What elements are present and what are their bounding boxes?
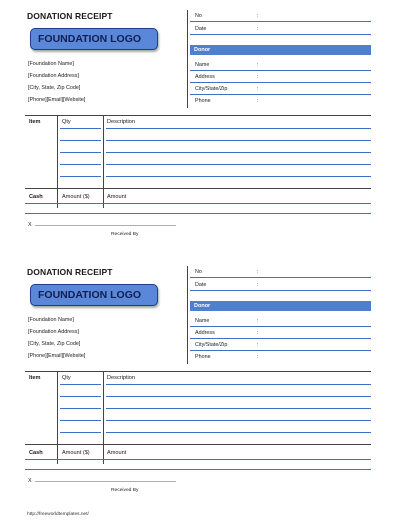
column-divider — [57, 444, 58, 464]
amount-dollar-header: Amount ($) — [62, 194, 90, 200]
signature-prefix: X — [28, 222, 32, 228]
signature-line[interactable]: _______________________________________________ — [35, 477, 176, 483]
qty-rule — [60, 164, 101, 165]
description-header: Description — [107, 375, 135, 381]
rule — [190, 338, 371, 339]
receipt-title: DONATION RECEIPT — [27, 267, 113, 277]
donor-phone-label: Phone — [195, 98, 211, 104]
rule — [190, 326, 371, 327]
qty-rule — [60, 432, 101, 433]
donor-name-field[interactable]: : — [257, 318, 259, 324]
rule — [190, 34, 371, 35]
qty-rule — [60, 384, 101, 385]
divider — [187, 266, 188, 364]
amount-header: Amount — [107, 194, 127, 200]
date-field[interactable]: : — [257, 26, 259, 32]
foundation-address: [Foundation Address] — [28, 73, 79, 79]
column-divider — [57, 115, 58, 189]
item-header: Item — [29, 119, 41, 125]
donor-heading: Donor — [190, 45, 371, 55]
donor-name-label: Name — [195, 62, 210, 68]
payment-rule — [25, 459, 371, 460]
cash-header: Cash — [29, 194, 43, 200]
description-rule — [106, 176, 371, 177]
qty-rule — [60, 176, 101, 177]
qty-rule — [60, 152, 101, 153]
description-rule — [106, 384, 371, 385]
description-rule — [106, 140, 371, 141]
receipt-number-field[interactable]: : — [257, 13, 259, 19]
column-divider — [103, 444, 104, 464]
rule — [190, 21, 371, 22]
column-divider — [57, 371, 58, 445]
description-rule — [106, 420, 371, 421]
divider — [187, 10, 188, 108]
foundation-contact: [Phone][Email][Website] — [28, 353, 86, 359]
description-rule — [106, 432, 371, 433]
donor-address-field[interactable]: : — [257, 330, 259, 336]
description-rule — [106, 164, 371, 165]
rule — [190, 350, 371, 351]
signature-line[interactable]: _______________________________________________ — [35, 221, 176, 227]
description-rule — [106, 128, 371, 129]
donor-phone-field[interactable]: : — [257, 98, 259, 104]
description-rule — [106, 396, 371, 397]
table-bottom-rule — [25, 188, 371, 189]
table-top-rule — [25, 115, 371, 116]
date-label: Date — [195, 282, 207, 288]
foundation-city-state-zip: [City, State, Zip Code] — [28, 341, 81, 347]
footer-url[interactable]: http://freeworldtemplates.net/ — [27, 512, 89, 517]
signature-prefix: X — [28, 478, 32, 484]
donor-name-label: Name — [195, 318, 210, 324]
foundation-address: [Foundation Address] — [28, 329, 79, 335]
cash-header: Cash — [29, 450, 43, 456]
receipt-number-label: No — [195, 269, 202, 275]
qty-rule — [60, 408, 101, 409]
qty-header: Qty — [62, 119, 71, 125]
column-divider — [103, 371, 104, 445]
date-label: Date — [195, 26, 207, 32]
donor-city-label: City/State/Zip — [195, 86, 228, 92]
foundation-logo: FOUNDATION LOGO — [30, 28, 158, 50]
payment-rule — [25, 469, 371, 470]
donation-receipt — [25, 264, 371, 492]
foundation-contact: [Phone][Email][Website] — [28, 97, 86, 103]
table-bottom-rule — [25, 444, 371, 445]
description-rule — [106, 152, 371, 153]
donor-city-field[interactable]: : — [257, 342, 259, 348]
rule — [190, 70, 371, 71]
payment-rule — [25, 203, 371, 204]
donor-phone-label: Phone — [195, 354, 211, 360]
foundation-name: [Foundation Name] — [28, 61, 74, 67]
payment-rule — [25, 213, 371, 214]
foundation-logo: FOUNDATION LOGO — [30, 284, 158, 306]
rule — [190, 94, 371, 95]
qty-header: Qty — [62, 375, 71, 381]
qty-rule — [60, 420, 101, 421]
column-divider — [103, 188, 104, 208]
donor-address-label: Address — [195, 74, 215, 80]
description-header: Description — [107, 119, 135, 125]
donor-city-label: City/State/Zip — [195, 342, 228, 348]
qty-rule — [60, 140, 101, 141]
table-top-rule — [25, 371, 371, 372]
column-divider — [57, 188, 58, 208]
donor-address-label: Address — [195, 330, 215, 336]
rule — [190, 290, 371, 291]
donor-name-field[interactable]: : — [257, 62, 259, 68]
qty-rule — [60, 396, 101, 397]
donor-heading: Donor — [190, 301, 371, 311]
donor-address-field[interactable]: : — [257, 74, 259, 80]
receipt-title: DONATION RECEIPT — [27, 11, 113, 21]
date-field[interactable]: : — [257, 282, 259, 288]
donor-city-field[interactable]: : — [257, 86, 259, 92]
qty-rule — [60, 128, 101, 129]
received-by-caption: Received By — [111, 488, 139, 493]
column-divider — [103, 115, 104, 189]
rule — [190, 277, 371, 278]
amount-dollar-header: Amount ($) — [62, 450, 90, 456]
foundation-name: [Foundation Name] — [28, 317, 74, 323]
donation-receipt — [25, 8, 371, 236]
description-rule — [106, 408, 371, 409]
donor-phone-field[interactable]: : — [257, 354, 259, 360]
received-by-caption: Received By — [111, 232, 139, 237]
foundation-city-state-zip: [City, State, Zip Code] — [28, 85, 81, 91]
receipt-number-field[interactable]: : — [257, 269, 259, 275]
item-header: Item — [29, 375, 41, 381]
rule — [190, 82, 371, 83]
receipt-number-label: No — [195, 13, 202, 19]
amount-header: Amount — [107, 450, 127, 456]
